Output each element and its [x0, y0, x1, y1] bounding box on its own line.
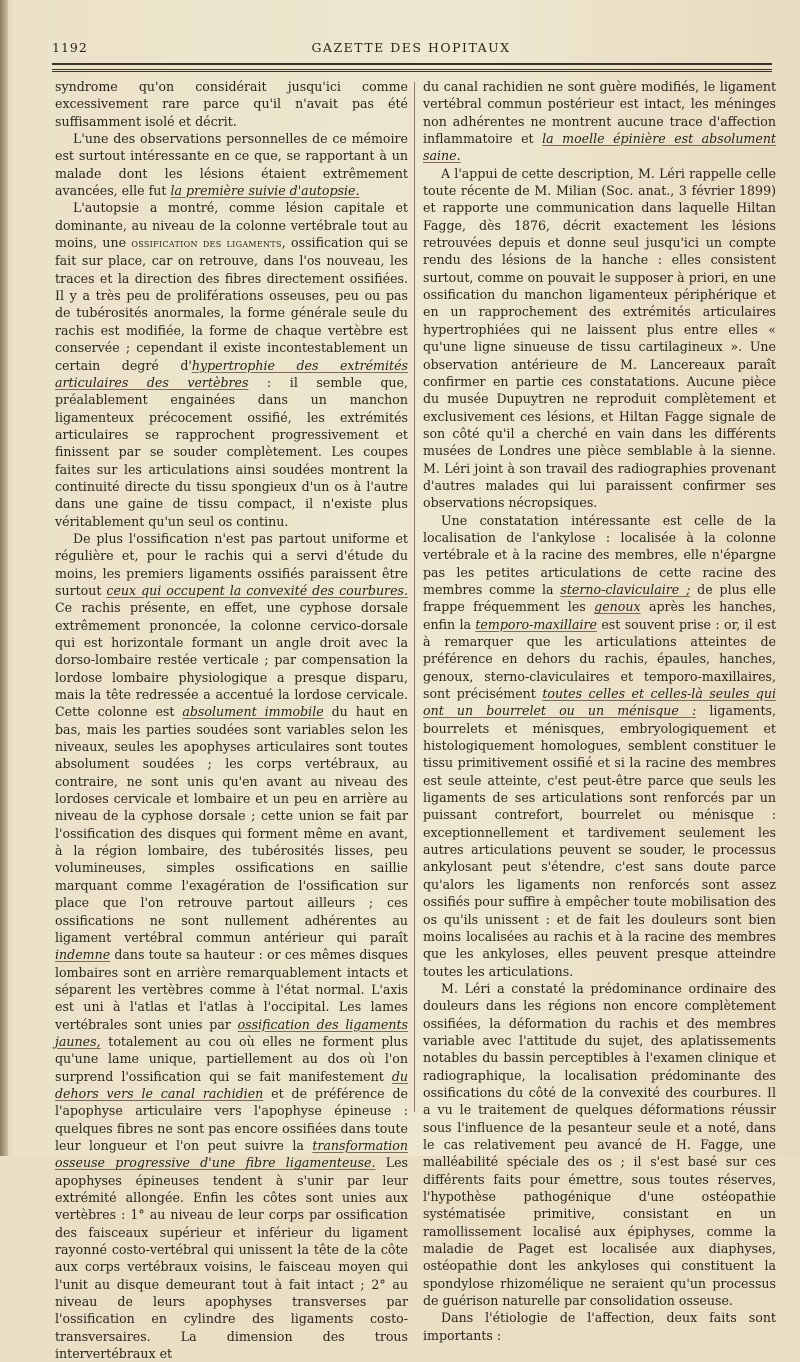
binding-edge — [0, 0, 8, 1156]
paragraph — [55, 130, 408, 199]
text: Les apophyses épineuses tendent à s'unir par leur extrémité allongée. Enfin les côtes sont unies aux vertèbres : 1° au niveau de leur corps par ossification des faisceaux supérieur et inférieur du ligament rayonné costo-vertébral qui unissent la tête de la côte aux corps vertébraux voisins, le faisceau moyen qui l'unit au disque demeurant tout à fait intact ; 2° au niveau de leurs apophyses transverses par l'ossification en cylindre des ligaments costo-transversaires. La dimension des trous intervertébraux et — [55, 1155, 408, 1362]
right-column — [423, 78, 776, 1344]
text: Dans l'étiologie de l'affection, deux faits sont importants : — [423, 1310, 776, 1343]
text: et de préférence de l'apophyse articulaire vers l'apophyse épineuse : quelques fibres ne sont pas encore ossifiées dans toute leur longueur et l'on peut suivre la — [55, 1085, 408, 1153]
text: Ce rachis présente, en effet, une cyphose dorsale extrêmement prononcée, la colonne cervico-dorsale qui est horizontale formant un angle droit avec la dorso-lombaire restée verticale ; par compensation la lordose lombaire physiologique a presque disparu, mais la tête redressée a accentué la lordose cervicale. Cette colonne est — [55, 600, 408, 720]
paragraph — [55, 78, 408, 130]
emphasis: la première suivie d'autopsie. — [170, 183, 360, 199]
page-header — [52, 40, 770, 62]
text: , ossification qui se fait sur place, car on retrouve, dans l'os nouveau, les traces et la direction des fibres directement ossifiées. Il y a très peu de proliférations osseuses, peu ou pas de tubérosités anormales, la forme générale seule du rachis est modifiée, la forme de chaque vertèbre est conservée ; cependant il existe incontestablement un certain degré d' — [55, 235, 409, 373]
paragraph — [423, 165, 776, 512]
header-rule — [52, 63, 772, 70]
text: De plus l'ossification n'est pas partout uniforme et régulière et, pour le rachis qui a servi d'étude du moins, les premiers ligaments ossifiés paraissent être surtout — [55, 530, 408, 598]
header-rule-thin — [52, 71, 772, 72]
text: M. Léri a constaté la prédominance ordinaire des douleurs dans les régions non encore complètement ossifiées, la déformation du rachis et des membres variable avec l'attitude du sujet, des aplatissements notables du bassin perceptibles à l'examen clinique et radiographique, la localisation prédominante des ossifications du côté de la convexité des courbures. Il a vu le traitement de quelques déformations réussir sous l'influence de la pesanteur seule et a noté, dans le cas relativement peu avancé de H. Fagge, une malléabilité spéciale des os ; il s'est basé sur ces différents faits pour émettre, sous toutes réserves, l'hypothèse pathogénique d'une ostéopathie systématisée primitive, consistant en un ramollissement localisé aux épiphyses, comme la maladie de Paget est localisée aux diaphyses, ostéopathie dont les ankyloses qui constituent la spondylose rhizomélique ne seraient qu'un processus de guérison naturelle par consolidation osseuse. — [423, 980, 776, 1309]
emphasis: indemne — [55, 947, 111, 963]
text: du canal rachidien ne sont guère modifiés, le ligament vertébral commun postérieur est intact, les méninges non adhérentes ne montrent aucune trace d'affection inflammatoire et — [423, 79, 776, 147]
text: du haut en bas, mais les parties soudées sont variables selon les niveaux, seules les apophyses articulaires sont toutes absolument soudées ; les corps vertébraux, au contraire, ne sont unis qu'en avant au niveau des lordoses cervicale et lombaire et un peu en arrière au niveau de la cyphose dorsale ; cette union se fait par l'ossification des disques qui forment même en avant, à la région lombaire, des tubérosités lisses, peu volumineuses, simples ossifications en saillie marquant comme l'exagération de l'ossification sur place que l'on retrouve partout ailleurs ; ces ossifications ne sont nullement adhérentes au ligament vertébral commun antérieur qui paraît — [55, 704, 409, 945]
text: : il semble que, préalablement engainées dans un manchon ligamenteux précocement ossifié, les extrémités articulaires se rapprochent progressivement et finissent par se souder complètement. Les coupes faites sur les articulations ainsi soudées montrent la continuité directe du tissu spongieux d'un os à l'autre dans une gaine de tissu compact, il n'existe plus véritablement qu'un seul os continu. — [55, 374, 408, 529]
text: L'une des observations personnelles de ce mémoire est surtout intéressante en ce que, se rapportant à un malade dont les lésions étaient extrêmement avancées, elle fut — [55, 131, 408, 199]
text: de plus elle frappe fréquemment les — [423, 581, 777, 615]
emphasis: ossification des ligaments jaunes, — [55, 1016, 408, 1049]
emphasis: hypertrophie des extrémités articulaires des vertèbres — [55, 357, 408, 390]
text: ligaments, bourrelets et ménisques, embryologiquement et histologiquement homologues, semblent constituer le tissu primitivement ossifié et si la racine des membres est seule atteinte, c'est peut-être parce que seuls les ligaments de ses articulations sont renforcés par un puissant contrefort, bourrelet ou ménisque : exceptionnellement et tardivement seulement les autres articulations peuvent se souder, le processus ankylosant peut s'étendre, c'est sans doute parce qu'alors les ligaments non renforcés sont assez ossifiés pour suffire à empêcher toute mobilisation des os qu'ils unissent : et de fait les douleurs sont bien moins localisées au rachis et à la racine des membres que les ankyloses, elles peuvent presque atteindre toutes les articulations. — [423, 703, 776, 979]
text: syndrome qu'on considérait jusqu'ici comme excessivement rare parce qu'il n'avait pas été suffisamment isolé et décrit. — [55, 79, 408, 129]
emphasis: du dehors vers le canal rachidien — [55, 1068, 408, 1101]
running-title: GAZETTE DES HOPITAUX — [311, 40, 511, 55]
text: A l'appui de cette description, M. Léri rappelle celle toute récente de M. Milian (Soc. anat., 3 février 1899) et rapporte une communication dans laquelle Hiltan Fagge, dès 1876, décrit exactement les lésions retrouvées depuis et donne seul jusqu'ici un compte rendu des lésions de la hanche : elles consistent surtout, comme on pouvait le supposer à priori, en une ossification du manchon ligamenteux périphérique et en un rapprochement des extrémités articulaires hypertrophiées qui ne laissent plus entre elles « qu'une ligne sinueuse de tissu cartilagineux ». Une observation antérieure de M. Lancereaux paraît confirmer en partie ces constatations. Aucune pièce du musée Dupuytren ne reproduit complètement et exclusivement ces lésions, et Hiltan Fagge signale de son côté qu'il a cherché en vain dans les différents musées de Londres une pièce semblable à la sienne. M. Léri joint à son travail des radiographies provenant d'autres malades qui lui paraissent confirmer ses observations nécropsiques. — [423, 165, 776, 511]
text: Une constatation intéressante est celle de la localisation de l'ankylose : localisée à la colonne vertébrale et à la racine des membres, elle n'épargne pas les petites articulations de cette racine des membres comme la — [423, 512, 776, 597]
paragraph — [423, 980, 776, 1310]
text: après les hanches, enfin la — [423, 599, 776, 632]
emphasis: genoux — [594, 599, 641, 615]
paragraph — [55, 530, 408, 1362]
emphasis: toutes celles et celles-là seules qui ont un bourrelet ou un ménisque : — [423, 686, 776, 719]
text: dans toute sa hauteur : or ces mêmes disques lombaires sont en arrière remarquablement intacts et séparent les vertèbres comme à l'état normal. L'axis est uni à l'atlas et l'atlas à l'occipital. Les lames vertébrales sont unies par — [55, 947, 408, 1032]
text: est souvent prise : or, il est à remarquer que les articulations atteintes de préférence en dehors du rachis, épaules, hanches, genoux, sterno-claviculaires et temporo-maxillaires, sont précisément — [423, 616, 777, 702]
emphasis: ceux qui occupent la convexité des courbures. — [106, 582, 408, 598]
emphasis: sterno-claviculaire ; — [560, 581, 691, 597]
paragraph — [55, 199, 408, 530]
emphasis: transformation osseuse progressive d'une fibre ligamenteuse. — [55, 1137, 408, 1171]
left-column — [55, 78, 408, 1362]
emphasis: temporo-maxillaire — [475, 616, 597, 632]
text: totalement au cou où elles ne forment plus qu'une lame unique, partiellement au dos où l'on surprend l'ossification qui se fait manifestement — [55, 1033, 408, 1084]
text: L'autopsie a montré, comme lésion capitale et dominante, au niveau de la colonne vertébrale tout au moins, une — [55, 200, 408, 251]
emphasis: la moelle épinière est absolument saine. — [423, 131, 776, 164]
emphasis: absolument immobile — [182, 704, 324, 720]
paragraph — [423, 78, 776, 165]
paragraph — [423, 1309, 776, 1344]
page-number: 1192 — [52, 40, 88, 55]
small-caps-text: ossification des ligaments — [131, 237, 282, 251]
column-divider — [414, 82, 415, 1112]
paragraph — [423, 512, 776, 980]
